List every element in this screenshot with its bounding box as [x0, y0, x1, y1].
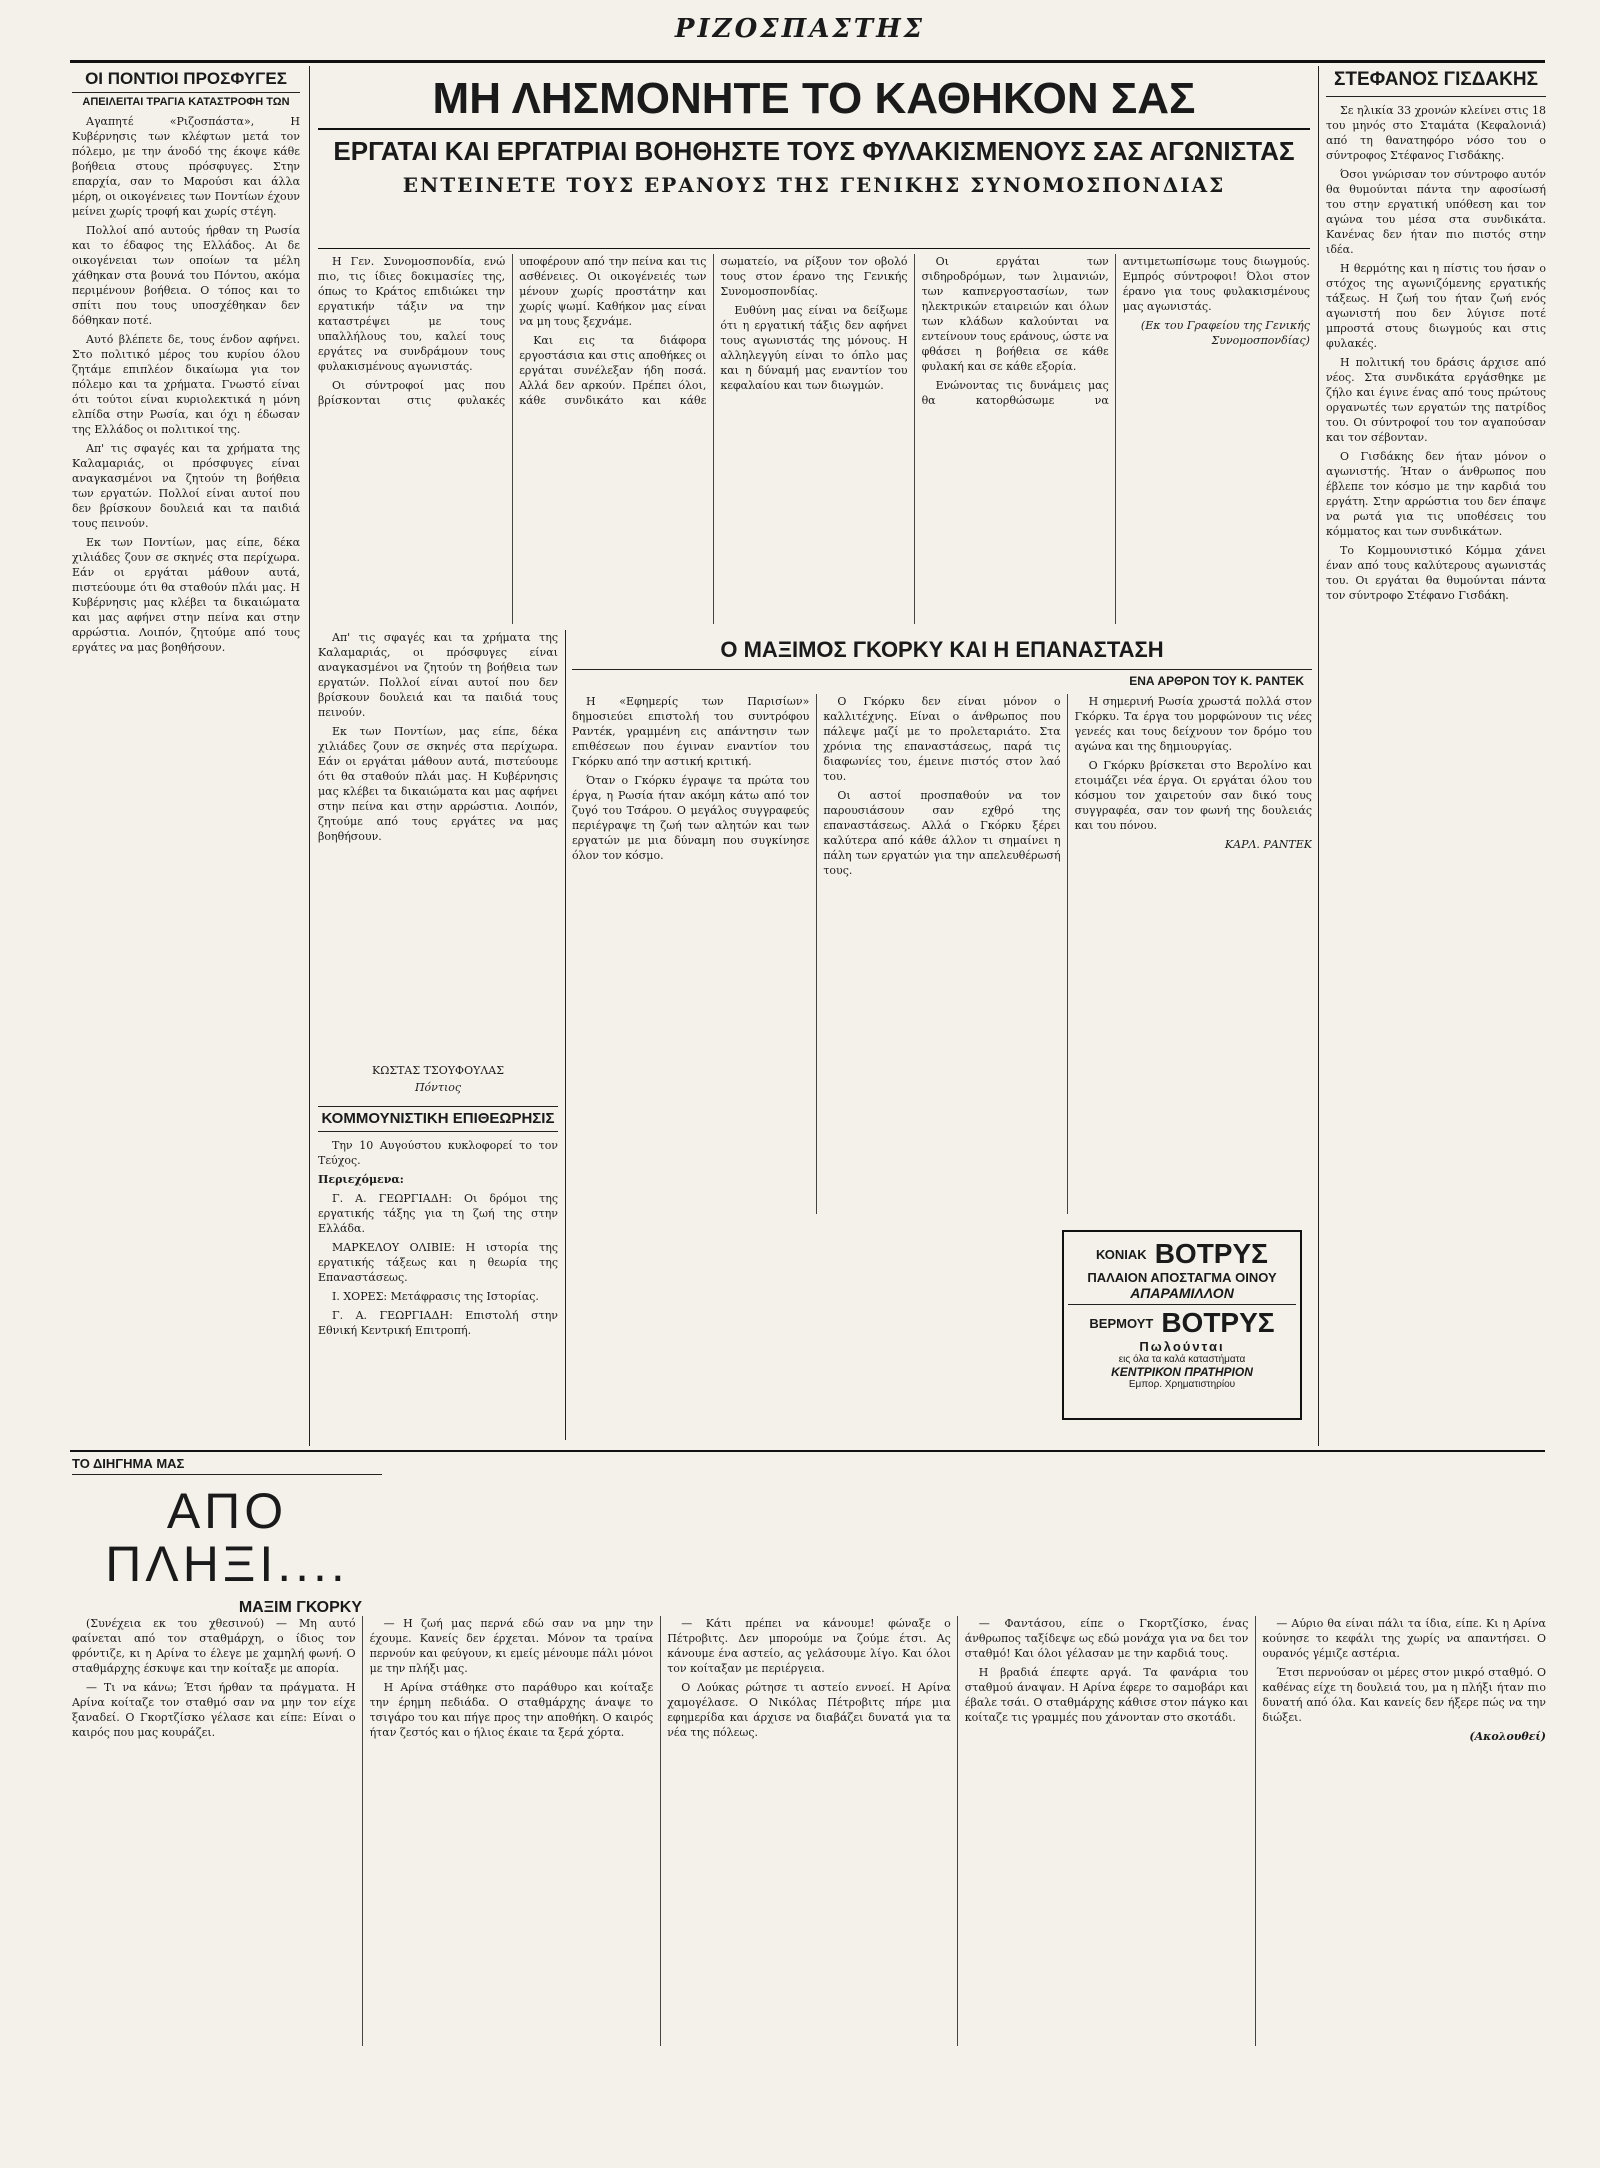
- lead-article-header: [318, 70, 1310, 245]
- review-intro: Την 10 Αυγούστου κυκλοφορεί το τον Τεύχος.: [318, 1138, 558, 1167]
- paragraph: Ενώνοντας τις δυνάμεις μας θα κατορθώσωμε να αντιμετωπίσωμε τους διωγμούς. Εμπρός σύντροφοι! Όλοι στον έρανο για τους φυλακισμένους μας αγωνιστάς.: [921, 255, 1310, 407]
- lead-rule: [318, 248, 1310, 249]
- paragraph: Σε ηλικία 33 χρονών κλείνει στις 18 του μηνός στο Σταμάτα (Κεφαλονιά) από τη θανατηφόρο νόσο του ο σύντροφος Στέφανος Γισδάκης.: [1326, 103, 1546, 162]
- ad-sold: Πωλούνται: [1139, 1339, 1225, 1354]
- ad-brand: ΒΟΤΡΥΣ: [1154, 1238, 1268, 1269]
- paragraph: Η βραδιά έπεφτε αργά. Τα φανάρια του σταθμού άναψαν. Η Αρίνα έφερε το σαμοβάρι και έβαλε τσάι. Ο σταθμάρχης κάθισε στον πάγκο και κοίταζε τις γραμμές που χάνονταν στο σκοτάδι.: [964, 1666, 1249, 1724]
- left-signature-place: Πόντιος: [414, 1081, 462, 1094]
- continuation-block: [318, 630, 558, 1440]
- lead-article-body: [318, 254, 1310, 624]
- paragraph: Η Γεν. Συνομοσπονδία, ενώ πιο, τις ίδιες δοκιμασίες της, όπως το Κράτος επιδιώκει την εργατικήν τάξιν να την καταστρέψει με τους υπαλλήλους του, καλεί τους εργάτες να συνδράμουν τους φυλακισμένους αγωνιστάς.: [318, 255, 506, 373]
- paragraph: Ο Γισδάκης δεν ήταν μόνον ο αγωνιστής. Ήταν ο άνθρωπος που έβλεπε τον κόσμο με την καρδιά του εργάτη. Στην αρρώστια του δεν έπαψε να ρωτά για τις υποθέσεις του κόμματος και των συνδικάτων.: [1326, 449, 1546, 538]
- gorky-article-body: [572, 694, 1312, 1214]
- paragraph: Το Κομμουνιστικό Κόμμα χάνει έναν από τους καλύτερους αγωνιστάς του. Οι εργάται θα θυμούνται πάντα τον σύντροφο Στέφανο Γισδάκη.: [1326, 543, 1546, 602]
- newspaper-masthead: ΡΙΖΟΣΠΑΣΤΗΣ: [674, 14, 926, 44]
- column-divider: [309, 66, 310, 1446]
- paragraph: Ευθύνη μας είναι να δείξωμε ότι η εργατική τάξις δεν αφήνει τους αγωνιστάς της μόνους. Η αλληλεγγύη είναι το όπλο μας και η δύναμή μας εναντίον του κεφαλαίου και των διωγμών.: [720, 304, 908, 392]
- paragraph: Οι αστοί προσπαθούν να τον παρουσιάσουν σαν εχθρό της επαναστάσεως. Αλλά ο Γκόρκυ ξέρει καλύτερα από κάθε άλλον τι σημαίνει η πάλη των εργατών για την απελευθέρωσή τους.: [823, 789, 1061, 878]
- paragraph: Ο Λούκας ρώτησε τι αστείο εννοεί. Η Αρίνα χαμογέλασε. Ο Νικόλας Πέτροβιτς πήρε μια εφημερίδα και άρχισε να διαβάζει δυνατά για τα νέα της πόλεως.: [667, 1681, 951, 1739]
- left-article-title: ΟΙ ΠΟΝΤΙΟΙ ΠΡΟΣΦΥΓΕΣ: [72, 70, 300, 93]
- gorky-article-title: Ο ΜΑΞΙΜΟΣ ΓΚΟΡΚΥ ΚΑΙ Η ΕΠΑΝΑΣΤΑΣΗ: [572, 630, 1312, 670]
- ad-subline: ΠΑΛΑΙΟΝ ΑΠΟΣΤΑΓΜΑ ΟΙΝΟΥ: [1087, 1270, 1277, 1285]
- paragraph: (Συνέχεια εκ του χθεσινού) — Μη αυτό φαίνεται από τον σταθμάρχη, ο ίδιος τον φρόντιζε, κι η Αρίνα το έλεγε με χαμηλή φωνή. Ο σταθμάρχης έσκυψε και την κοίταξε με απορία.: [72, 1617, 356, 1675]
- ad-konyak: ΚΟΝΙΑΚ: [1096, 1246, 1147, 1262]
- paragraph: Η πολιτική του δράσις άρχισε από νέος. Στα συνδικάτα εργάσθηκε με ζήλο και έγινε ένας από τους πρώτους οργανωτές των εργατών της πατρίδος του. Οι σύντροφοί του τον αγαπούσαν και τον σέβονταν.: [1326, 355, 1546, 444]
- lead-subhead: ΕΡΓΑΤΑΙ ΚΑΙ ΕΡΓΑΤΡΙΑΙ ΒΟΗΘΗΣΤΕ ΤΟΥΣ ΦΥΛΑΚΙΣΜΕΝΟΥΣ ΣΑΣ ΑΓΩΝΙΣΤΑΣ: [333, 136, 1295, 167]
- paragraph: Η «Εφημερίς των Παρισίων» δημοσιεύει επιστολή του συντρόφου Ραντέκ, γραμμένη εις απάντησιν των επιθέσεων που έγιναν εναντίον του Γκόρκυ από την αστική κριτική.: [572, 695, 810, 769]
- paragraph: Όσοι γνώρισαν τον σύντροφο αυτόν θα θυμούνται πάντα την αφοσίωσή του στην εργατική υπόθεση και τον αγώνα του μέσα στα συνδικάτα. Κανένας δεν ήταν πιο πιστός στην ιδέα.: [1326, 167, 1546, 256]
- party-review-body: [318, 1138, 558, 1342]
- obituary-body: [1326, 103, 1546, 1403]
- masthead-rule: [70, 60, 1545, 63]
- paragraph: — Αύριο θα είναι πάλι τα ίδια, είπε. Κι η Αρίνα κούνησε το κεφάλι της χωρίς να απαντήσει. Ο ουρανός γέμιζε αστέρια.: [1262, 1617, 1546, 1660]
- paragraph: — Τι να κάνω; Έτσι ήρθαν τα πράγματα. Η Αρίνα κοίταζε τον σταθμό σαν να μην τον είχε ξαναδεί. Ο Γκορτζίσκο γέλασε και είπε: Είναι ο καιρός που μας κουράζει.: [72, 1681, 356, 1739]
- paragraph: Έτσι περνούσαν οι μέρες στον μικρό σταθμό. Ο καθένας είχε τη δουλειά του, μα η πλήξι ήταν πιο δυνατή από όλα. Και κανείς δεν ήξερε πώς να την διώξει.: [1262, 1666, 1546, 1724]
- ad-address: Εμπορ. Χρηματιστηρίου: [1128, 1379, 1236, 1390]
- story-body: [72, 1616, 1546, 2046]
- left-signature: ΚΩΣΤΑΣ ΤΣΟΥΦΟΥΛΑΣ: [371, 1064, 505, 1077]
- paragraph: Η θερμότης και η πίστις του ήσαν ο στόχος της αγωνιζόμενης εργατικής τάξεως. Η ζωή του ήταν ζωή ενός αγωνιστή που δεν λύγισε ποτέ μπροστά στους διωγμούς και στις φυλακές.: [1326, 261, 1546, 350]
- paragraph: Ο Γκόρκυ βρίσκεται στο Βερολίνο και ετοιμάζει νέα έργα. Οι εργάται όλου του κόσμου τον χαιρετούν σαν δικό τους συγγραφέα, σαν τον φωνή της δουλειάς και του πόνου.: [1074, 759, 1312, 833]
- paragraph: Αυτό βλέπετε δε, τους ένδον αφήνει. Στο πολιτικό μέρος του κυρίου όλου ζητάμε επιπλέον δικαίωμα για τον πόλεμο και τα χρήματα. Γνωστό είναι ότι τούτοι είναι κυριολεκτικά η μόνη ελπίδα στην Ρωσία, και όχι η έδωσαν της Ελλάδος οι πολιτικοί της.: [72, 333, 300, 437]
- paragraph: Απ' τις σφαγές και τα χρήματα της Καλαμαριάς, οι πρόσφυγες είναι αναγκασμένοι να ζητούν τη βοήθεια των εργατών. Πολλοί είναι αυτοί που δεν βρίσκουν δουλειά και τα παιδιά τους πεινούν.: [318, 631, 558, 719]
- review-item: Ι. ΧΟΡΕΣ: Μετάφρασις της Ιστορίας.: [332, 1289, 539, 1303]
- review-item: Γ. Α. ΓΕΩΡΓΙΑΔΗ: Επιστολή στην Εθνική Κεντρική Επιτροπή.: [318, 1308, 558, 1337]
- column-divider: [1318, 66, 1319, 1446]
- left-article-body: [72, 114, 300, 1354]
- story-end-mark: (Ακολουθεί): [1469, 1730, 1546, 1743]
- right-column: [1326, 70, 1546, 1440]
- continuation-text: [318, 630, 558, 1060]
- paragraph: Η Αρίνα στάθηκε στο παράθυρο και κοίταξε την έρημη πεδιάδα. Ο σταθμάρχης άναψε το τσιγάρο του και πήγε προς την αποθήκη. Ο καιρός ήταν ζεστός και ο ήλιος έκαιε τα ξερά χόρτα.: [369, 1681, 654, 1739]
- paragraph: Η σημερινή Ρωσία χρωστά πολλά στον Γκόρκυ. Τα έργα του μορφώνουν τις νέες γενεές και τους δείχνουν τον δρόμο του αγώνα και της δημιουργίας.: [1074, 695, 1312, 754]
- review-contents-label: Περιεχόμενα:: [318, 1172, 404, 1186]
- story-title: ΑΠΟ ΠΛΗΞΙ....: [105, 1483, 349, 1592]
- column-divider: [565, 630, 566, 1440]
- gorky-article-byline: ΕΝΑ ΑΡΘΡΟΝ ΤΟΥ Κ. ΡΑΝΤΕΚ: [1129, 674, 1304, 689]
- paragraph: Απ' τις σφαγές και τα χρήματα της Καλαμαριάς, οι πρόσφυγες είναι αναγκασμένοι να ζητούν τη βοήθεια των εργατών. Πολλοί είναι αυτοί που δεν βρίσκουν δουλειά και τα παιδιά τους πεινούν.: [72, 442, 300, 531]
- lead-signature: (Εκ του Γραφείου της Γενικής Συνομοσπονδίας): [1140, 319, 1310, 347]
- paragraph: Εκ των Ποντίων, μας είπε, δέκα χιλιάδες ζουν σε σκηνές στα περίχωρα. Εάν οι εργάται μάθουν αυτά, πιστεύουμε ότι θα σταθούν πλάι μας. Η Κυβέρνησις μας κλέβει τα δικαιώματα και μας αφήνει στην πείνα και στην αρρώστια. Λοιπόν, ζητούμε από τους εργάτες να μας βοηθήσουν.: [318, 725, 558, 843]
- paragraph: Ο Γκόρκυ δεν είναι μόνον ο καλλιτέχνης. Είναι ο άνθρωπος που πάλεψε μαζί με το προλεταριάτο. Στα χρόνια της επαναστάσεως, παρά τις διαφωνίες του, έμεινε πιστός στον λαό του.: [823, 695, 1061, 784]
- paragraph: Αγαπητέ «Ριζοσπάστα», Η Κυβέρνησις των κλέφτων μετά τον πόλεμο, με την άνοδό της έκοψε κάθε βοήθεια στους πρόσφυγες. Στην επαρχία, σαν το Μαρούσι και άλλα μέρη, οι οικογένειες των Ποντίων έχουν μείνει χωρίς τροφή και χωρίς στέγη.: [72, 115, 300, 219]
- paragraph: Εκ των Ποντίων, μας είπε, δέκα χιλιάδες ζουν σε σκηνές στα περίχωρα. Εάν οι εργάται μάθουν αυτά, πιστεύουμε ότι θα σταθούν πλάι μας. Η Κυβέρνησις μας κλέβει τα δικαιώματα και μας αφήνει στην πείνα και στην αρρώστια. Λοιπόν, ζητούμε από τους εργάτες να μας βοηθήσουν.: [72, 536, 300, 655]
- ad-brand: ΒΟΤΡΥΣ: [1161, 1307, 1275, 1338]
- paragraph: — Κάτι πρέπει να κάνουμε! φώναξε ο Πέτροβιτς. Δεν μπορούμε να ζούμε έτσι. Ας κάνουμε ένα αστείο, ας γελάσουμε λίγο. Και όλοι τον κοίταξαν με περιέργεια.: [667, 1617, 951, 1675]
- party-review-title: ΚΟΜΜΟΥΝΙΣΤΙΚΗ ΕΠΙΘΕΩΡΗΣΙΣ: [318, 1106, 558, 1132]
- gorky-article: [572, 630, 1312, 1440]
- gorky-signature: ΚΑΡΛ. ΡΑΝΤΕΚ: [1224, 838, 1312, 852]
- ad-line: [1068, 1238, 1296, 1270]
- ad-vermouth: ΒΕΡΜΟΥΤ: [1089, 1315, 1154, 1331]
- paragraph: Οι εργάται των σιδηροδρόμων, των λιμανιών, των καπνεργοστασίων, των ηλεκτρικών εταιρειών και όλων των κλάδων καλούνται να εντείνουν τους εράνους, ώστε να φθάσει η βοήθεια σε κάθε φυλακή και σε κάθε εξορία.: [921, 255, 1109, 373]
- lead-deck: ΕΝΤΕΙΝΕΤΕ ΤΟΥΣ ΕΡΑΝΟΥΣ ΤΗΣ ΓΕΝΙΚΗΣ ΣΥΝΟΜΟΣΠΟΝΔΙΑΣ: [402, 173, 1226, 198]
- ad-central: ΚΕΝΤΡΙΚΟΝ ΠΡΑΤΗΡΙΟΝ: [1111, 1365, 1253, 1379]
- story-section-label: ΤΟ ΔΙΗΓΗΜΑ ΜΑΣ: [72, 1456, 382, 1475]
- ad-stores: εις όλα τα καλά καταστήματα: [1118, 1354, 1246, 1365]
- review-item: Γ. Α. ΓΕΩΡΓΙΑΔΗ: Οι δρόμοι της εργατικής τάξης για τη ζωή της στην Ελλάδα.: [318, 1191, 558, 1235]
- left-article-subtitle: ΑΠΕΙΛΕΙΤΑΙ ΤΡΑΓΙΑ ΚΑΤΑΣΤΡΟΦΗ ΤΩΝ: [82, 95, 290, 108]
- ad-line: [1068, 1307, 1296, 1339]
- review-item: ΜΑΡΚΕΛΟΥ ΟΛΙΒΙΕ: Η ιστορία της εργατικής τάξεως και η θεωρία της Επαναστάσεως.: [318, 1240, 558, 1284]
- paragraph: — Φαντάσου, είπε ο Γκορτζίσκο, ένας άνθρωπος ταξίδεψε ως εδώ μονάχα για να δει τον σταθμό! Και όλοι γέλασαν με την καρδιά τους.: [964, 1617, 1249, 1660]
- paragraph: Οι σύντροφοί μας που βρίσκονται στις φυλακές υποφέρουν από την πείνα και τις ασθένειες. Οι οικογένειές των μένουν χωρίς προστάτην και χωρίς ψωμί. Καθήκον μας είναι να μη τους ξεχνάμε.: [318, 255, 707, 407]
- paragraph: Πολλοί από αυτούς ήρθαν τη Ρωσία και το έδαφος της Ελλάδος. Αι δε οικογένειαι των οποίων τα μέλη χάθηκαν στα βουνά του Πόντου, ακόμα περιμένουν βοήθεια. Ο τόπος και το σπίτι που τους υποσχέθηκαν δεν δόθηκαν ποτέ.: [72, 224, 300, 328]
- obituary-title: ΣΤΕΦΑΝΟΣ ΓΙΣΔΑΚΗΣ: [1326, 70, 1546, 97]
- votrys-advertisement: [1062, 1230, 1302, 1420]
- story-rule: [70, 1450, 1545, 1452]
- left-column: [72, 70, 300, 1440]
- story-author: ΜΑΞΙΜ ΓΚΟΡΚΥ: [238, 1599, 362, 1616]
- paragraph: — Η ζωή μας περνά εδώ σαν να μην την έχουμε. Κανείς δεν έρχεται. Μόνον τα τραίνα περνούν και φεύγουν, κι εμείς μένουμε πάλι μόνοι με την πλήξι μας.: [369, 1617, 654, 1675]
- ad-tagline: ΑΠΑΡΑΜΙΛΛΟΝ: [1068, 1285, 1296, 1305]
- paragraph: Και εις τα διάφορα εργοστάσια και στις αποθήκες οι εργάται συνέλεξαν ήδη ποσά. Αλλά δεν αρκούν. Πρέπει όλοι, κάθε συνδικάτο και κάθε σωματείο, να ρίξουν τον οβολό τους στον έρανο της Γενικής Συνομοσπονδίας.: [519, 255, 908, 407]
- lead-headline: ΜΗ ΛΗΣΜΟΝΗΤΕ ΤΟ ΚΑΘΗΚΟΝ ΣΑΣ: [318, 70, 1310, 130]
- story-header: [72, 1456, 382, 1616]
- paragraph: Όταν ο Γκόρκυ έγραψε τα πρώτα του έργα, η Ρωσία ήταν ακόμη κάτω από τον ζυγό του Τσάρου. Ο μεγάλος συγγραφεύς περιέγραψε τη ζωή των αλητών και των εργατών με μια δύναμη που συγκίνησε όλον τον κόσμο.: [572, 774, 810, 863]
